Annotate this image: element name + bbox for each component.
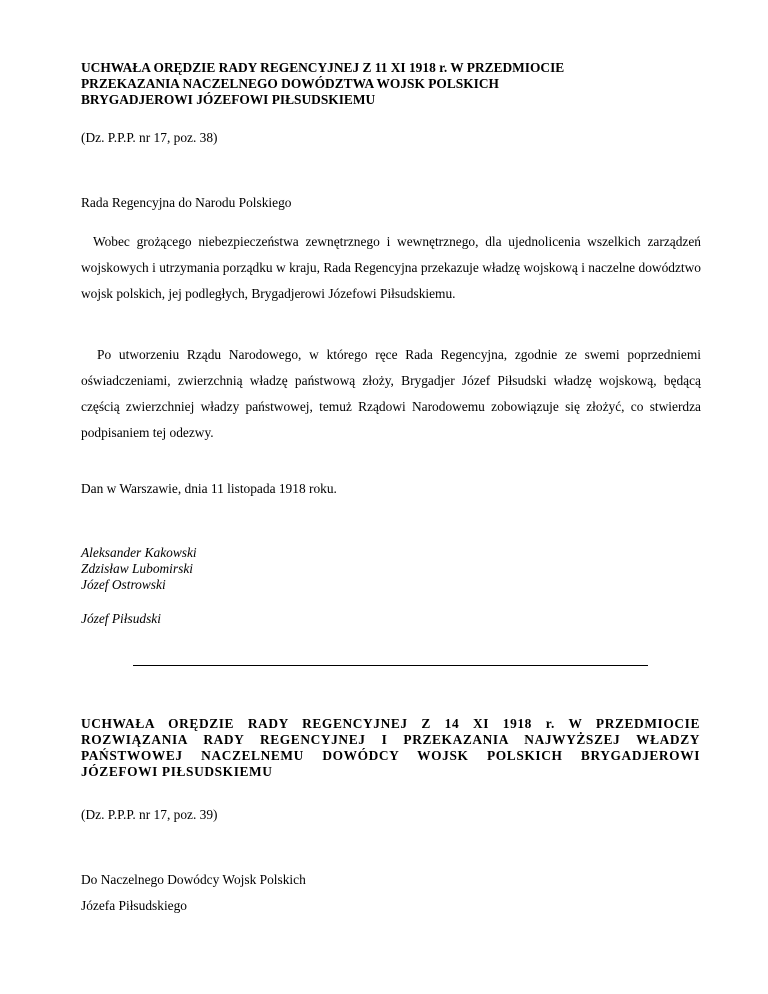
countersignature: Józef Piłsudski (81, 611, 161, 626)
document-2-reference: (Dz. P.P.P. nr 17, poz. 39) (81, 807, 218, 822)
date-line: Dan w Warszawie, dnia 11 listopada 1918 roku. (81, 481, 337, 496)
paragraph-2: Po utworzeniu Rządu Narodowego, w którego ręce Rada Regencyjna, zgodnie ze swemi poprzedniemi oświadczeniami, zwierzchnią władzę państwową złoży, Brygadjer Józef Piłsudski władzę wojskową, będącą częścią zwierzchniej władzy państwowej, temuż Rządowi Narodowemu zobowiązuje się złożyć, co stwierdza podpisaniem tej odezwy. (81, 347, 701, 440)
document-2-heading: UCHWAŁA ORĘDZIE RADY REGENCYJNEJ Z 14 XI 1918 r. W PRZEDMIOCIE ROZWIĄZANIA RADY REGENCYJNEJ I PRZEKAZANIA NAJWYŻSZEJ WŁADZY PAŃSTWOWEJ NACZELNEMU DOWÓDCY WOJSK POLSKICH BRYGADJEROWI JÓZEFOWI PIŁSUDSKIEMU (81, 716, 700, 779)
address-line: Józefa Piłsudskiego (81, 898, 187, 913)
salutation: Rada Regencyjna do Narodu Polskiego (81, 195, 292, 210)
heading-line: PRZEKAZANIA NACZELNEGO DOWÓDZTWA WOJSK POLSKICH (81, 76, 499, 91)
signatory: Zdzisław Lubomirski (81, 561, 193, 576)
heading-line: UCHWAŁA ORĘDZIE RADY REGENCYJNEJ Z 11 XI 1918 r. W PRZEDMIOCIE (81, 60, 565, 75)
signatory: Józef Ostrowski (81, 577, 166, 592)
document-1-heading (81, 60, 721, 108)
heading-line: BRYGADJEROWI JÓZEFOWI PIŁSUDSKIEMU (81, 92, 376, 107)
signatory: Aleksander Kakowski (81, 545, 197, 560)
section-divider (133, 665, 648, 666)
address-line: Do Naczelnego Dowódcy Wojsk Polskich (81, 872, 306, 887)
paragraph-1: Wobec grożącego niebezpieczeństwa zewnętrznego i wewnętrznego, dla ujednolicenia wszelkich zarządzeń wojskowych i utrzymania porządku w kraju, Rada Regencyjna przekazuje władzę wojskową i naczelne dowództwo wojsk polskich, jej podległych, Brygadjerowi Józefowi Piłsudskiemu. (81, 234, 701, 301)
signatories (81, 545, 701, 593)
document-1-reference: (Dz. P.P.P. nr 17, poz. 38) (81, 130, 218, 145)
